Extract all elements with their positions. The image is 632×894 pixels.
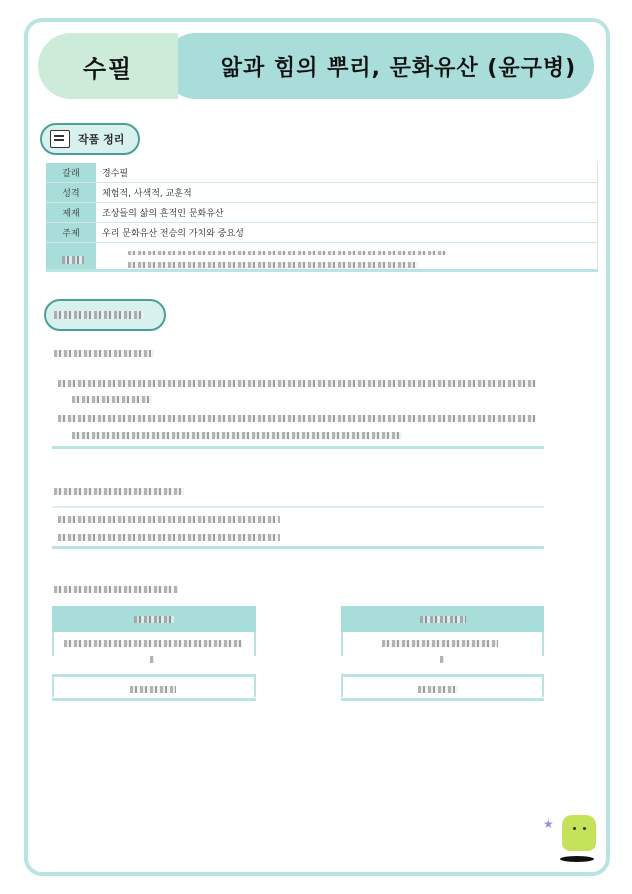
obscured-text <box>54 488 184 495</box>
mascot-icon <box>562 815 596 851</box>
row-key: 주제 <box>46 223 96 243</box>
obscured-text <box>54 350 154 357</box>
obscured-text <box>134 616 174 623</box>
obscured-text <box>54 586 178 593</box>
obscured-text <box>58 534 280 541</box>
mascot-eye <box>573 827 576 830</box>
row-key: 성격 <box>46 183 96 203</box>
table-row <box>46 203 598 223</box>
obscured-text <box>128 262 418 268</box>
right-box-header <box>341 606 544 632</box>
table-row <box>46 183 598 203</box>
obscured-text <box>440 656 444 663</box>
row-value: 체험적, 사색적, 교훈적 <box>96 183 598 203</box>
divider <box>341 698 544 701</box>
mascot-eye <box>583 827 586 830</box>
row-value: 조상들의 삶의 흔적인 문화유산 <box>96 203 598 223</box>
obscured-text <box>72 396 152 403</box>
table-row <box>46 163 598 183</box>
divider <box>52 446 544 449</box>
table-row <box>46 223 598 243</box>
row-key: 갈래 <box>46 163 96 183</box>
work-title: 앎과 힘의 뿌리, 문화유산 (윤구병) <box>220 55 577 81</box>
obscured-text <box>62 256 84 264</box>
row-value: 경수필 <box>96 163 598 183</box>
row-value: 우리 문화유산 전승의 가치와 중요성 <box>96 223 598 243</box>
note-icon <box>50 130 70 148</box>
genre-label: 수필 <box>82 54 134 83</box>
obscured-text <box>58 516 280 523</box>
row-key: 제재 <box>46 203 96 223</box>
summary-section-title: 작품 정리 <box>78 133 125 146</box>
obscured-text <box>128 251 448 255</box>
obscured-text <box>420 616 466 623</box>
obscured-text <box>418 686 458 693</box>
obscured-text <box>54 311 144 319</box>
analysis-section-heading <box>44 299 166 331</box>
obscured-text <box>58 380 536 387</box>
divider <box>52 698 256 701</box>
title-banner <box>38 33 594 99</box>
title-pill <box>163 33 594 99</box>
genre-pill <box>38 33 178 99</box>
obscured-text <box>130 686 176 693</box>
obscured-text <box>58 415 536 422</box>
summary-table <box>46 163 598 272</box>
divider <box>52 506 544 508</box>
summary-section-heading <box>40 123 140 155</box>
left-box-header <box>52 606 256 632</box>
divider <box>52 546 544 549</box>
obscured-text <box>72 432 402 439</box>
star-icon: ★ <box>543 817 554 831</box>
obscured-text <box>150 656 154 663</box>
mascot-shadow <box>560 856 594 862</box>
obscured-text <box>64 640 242 647</box>
obscured-text <box>382 640 498 647</box>
